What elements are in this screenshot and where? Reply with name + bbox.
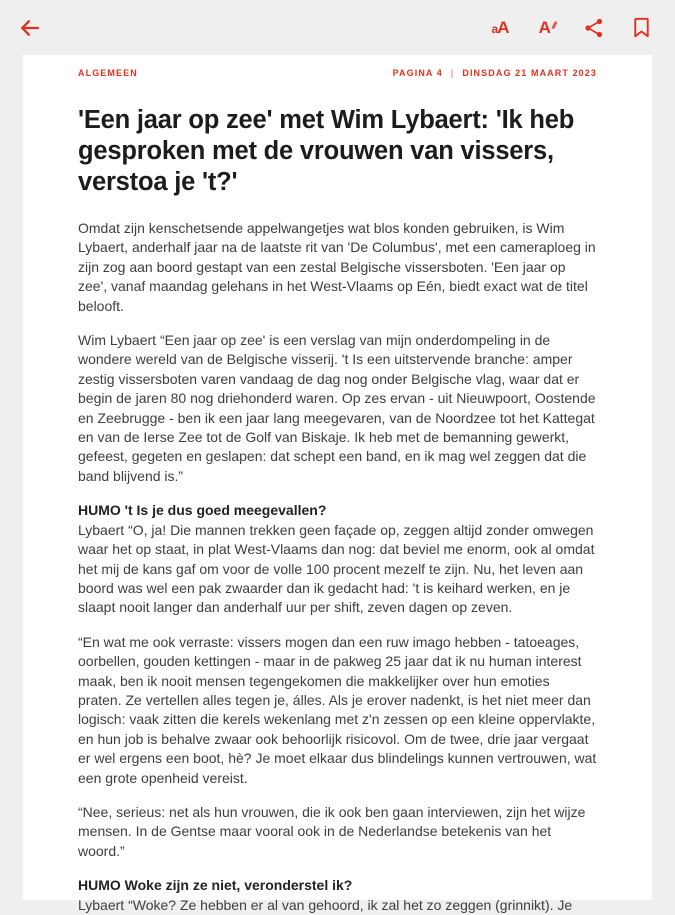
page-number: PAGINA 4 — [392, 68, 443, 78]
interview-question: HUMO Woke zijn ze niet, veronderstel ik? — [78, 877, 353, 894]
section-label: ALGEMEEN — [78, 68, 138, 78]
page-date-group — [393, 68, 597, 78]
interview-question: HUMO 't Is je dus goed meegevallen? — [78, 502, 327, 519]
article-paragraph: Lybaert “Woke? Ze hebben er al van gehoord, ik zal het zo zeggen (grinnikt). Je — [78, 896, 573, 913]
share-button[interactable] — [576, 10, 612, 46]
font-size-icon: a A — [491, 17, 509, 37]
article-title: 'Een jaar op zee' met Wim Lybaert: 'Ik heb gesproken met de vrouwen van vissers, verstoa je 't?' — [78, 106, 575, 196]
article-paragraph: Lybaert “O, ja! Die mannen trekken geen façade op, zeggen altijd zonder omwegen waar het op staat, in plat West-Vlaams dan nog: dat beviel me enorm, ook al omdat het mij de kans gaf om voor de volle 100 procent mezelf te zijn. Nu, het leven aan boord was wel een pak zwaarder dan ik gedacht had: 't is keihard werken, en je slaapt nooit langer dan anderhalf uur per shift, zeven dagen op zeven. — [78, 521, 595, 616]
article-body — [78, 219, 597, 915]
bookmark-icon — [629, 15, 654, 40]
font-face-button[interactable] — [529, 10, 565, 46]
issue-date: DINSDAG 21 MAART 2023 — [462, 68, 597, 78]
article-paragraph: Omdat zijn kenschetsende appelwangetjes wat blos konden gebruiken, is Wim Lybaert, anderhalf jaar na de laatste rit van 'De Columbus', met een cameraploeg in zijn zog aan boord gestapt van een zestal Belgische vissersboten. 'Een jaar op zee', vanaf maandag gelehans in het West-Vlaams op Eén, biedt exact wat de titel belooft. — [78, 220, 596, 314]
share-icon — [582, 16, 606, 40]
font-face-mark — [551, 21, 557, 29]
font-face-icon: A — [539, 19, 556, 36]
article-paragraph: “Nee, serieus: net als hun vrouwen, die ik ook ben gaan interviewen, zijn het wijze mensen. In de Gentse maar vooral ook in de Nederlandse betekenis van het woord.” — [78, 803, 586, 859]
meta-separator: | — [450, 68, 455, 78]
font-size-button[interactable] — [482, 10, 518, 46]
article-paragraph: Wim Lybaert “Een jaar op zee' is een verslag van mijn onderdompeling in de wondere wereld van de Belgische visserij. 't Is een uitstervende branche: amper zestig vissersboten varen vandaag de dag nog onder Belgische vlag, waar dat er begin de jaren 80 nog driehonderd waren. Op zes ervan - uit Nieuwpoort, Oostende en Zeebrugge - ben ik een jaar lang meegevaren, van de Noordzee tot het Kattegat en van de Ierse Zee tot de Golf van Biskaje. Ik heb met de bemanning gewerkt, gefeest, gegeten en geslapen: dat schept een band, en ik mag wel zeggen dat die band blijvend is.” — [78, 332, 596, 484]
article-meta-row — [78, 68, 597, 78]
back-button[interactable] — [12, 10, 48, 46]
article-paragraph: “En wat me ook verraste: vissers mogen dan een ruw imago hebben - tatoeages, oorbellen, gouden kettingen - maar in de pakweg 25 jaar dat ik nu human interest maak, ben ik nooit mensen tegengekomen die makkelijker over hun emoties praten. Ze vertellen alles tegen je, álles. Als je erover nadenkt, is het niet meer dan logisch: vaak zitten die kerels wekenlang met z'n zessen op een kleine oppervlakte, en hun job is behalve zwaar ook behoorlijk risicovol. Om de twee, drie jaar vergaat er wel ergens een boot, hè? Je moet elkaar dus blindelings kunnen vertrouwen, wat een grote openheid vereist. — [78, 633, 597, 786]
article-card — [23, 55, 652, 913]
top-toolbar — [0, 0, 675, 55]
bookmark-button[interactable] — [623, 10, 659, 46]
toolbar-actions — [482, 10, 659, 46]
back-arrow-icon — [17, 15, 43, 41]
